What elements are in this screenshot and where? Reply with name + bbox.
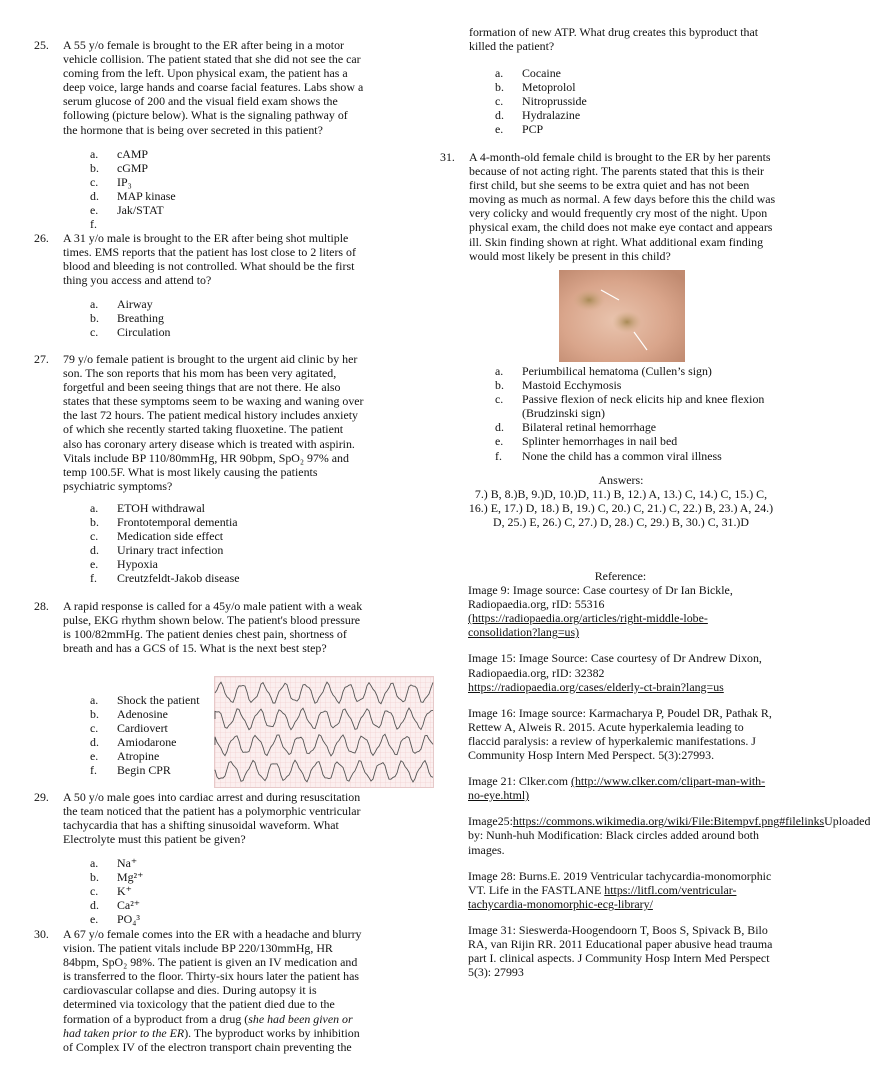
option-text: Urinary tract infection: [117, 543, 224, 558]
reference-text: Image25:: [468, 814, 513, 829]
reference-text: Uploaded by: Nunh-huh Modification: Black circles added around both images.: [468, 814, 870, 857]
option-letter: a.: [90, 501, 99, 515]
option-text: PCP: [522, 122, 544, 137]
reference-link[interactable]: (https://radiopaedia.org/articles/right-middle-lobe-consolidation?lang=us): [468, 611, 708, 640]
option-text: Atropine: [117, 749, 160, 764]
option-letter: e.: [90, 912, 99, 927]
option-text: None the child has a common viral illness: [522, 448, 722, 463]
option-text: Cocaine: [522, 66, 561, 80]
option-letter: e.: [495, 122, 504, 137]
option-letter: f.: [495, 448, 502, 463]
option-letter: d.: [495, 420, 504, 435]
option-text: Nitroprusside: [522, 94, 587, 109]
option-text: Creutzfeldt-Jakob disease: [117, 571, 240, 586]
question-text: A 4-month-old female child is brought to the ER by her parents because of not acting right. The parents stated that this is their first child, but she seems to be extra quiet and has not been moving as much as normal. A few days before this the child was very colicky and would frequently cry most of the night. Upon physical exam, the child does not make eye contact and appears ill. Skin finding shown at right. What additional exam finding would most likely be present in this child?: [469, 150, 776, 263]
option-letter: a.: [90, 693, 99, 707]
question-number: 25.: [34, 38, 49, 52]
option-letter: c.: [90, 529, 99, 544]
option-text: Amiodarone: [117, 735, 177, 750]
reference-item: [468, 923, 773, 979]
question-number: 29.: [34, 790, 49, 804]
reference-link[interactable]: https://litfl.com/ventricular-tachycardia-monomorphic-ecg-library/: [468, 882, 737, 911]
option-text: Mastoid Ecchymosis: [522, 378, 622, 393]
question-text-part: ). The byproduct works by inhibition of Complex IV of the electron transport chain preventing the: [63, 1025, 360, 1054]
reference-link[interactable]: https://commons.wikimedia.org/wiki/File:Bitempvf.png#filelinks: [512, 814, 825, 829]
question-31: [440, 150, 776, 263]
reference-item: [468, 869, 773, 911]
option-letter: b.: [90, 161, 99, 176]
option-letter: e.: [90, 203, 99, 218]
option-letter: d.: [90, 189, 99, 204]
answers-text: 7.) B, 8.)B, 9.)D, 10.)D, 11.) B, 12.) A, 13.) C, 14.) C, 15.) C, 16.) E, 17.) D, 18.) B, 19.) C, 20.) C, 21.) C, 22.) B, 23.) A, 24.) D, 25.) E, 26.) C, 27.) D, 28.) C, 29.) B, 30.) C, 31.)D: [468, 487, 774, 530]
option-text: Airway: [117, 297, 153, 311]
option-letter: b.: [90, 707, 99, 722]
option-text: cAMP: [117, 147, 149, 161]
option-letter: b.: [90, 311, 99, 326]
question-text: A 50 y/o male goes into cardiac arrest and during resuscitation the team noticed that the patient has a polymorphic ventricular tachycardia that has a shifting sinusoidal waveform. What Electrolyte must this patient be given?: [63, 790, 361, 847]
reference-section: [468, 569, 870, 991]
question-number: 27.: [34, 352, 49, 366]
option-letter: a.: [495, 66, 504, 80]
question-number: 28.: [34, 599, 49, 613]
question-number: 30.: [34, 927, 49, 941]
question-27: [34, 352, 364, 493]
question-text: A 55 y/o female is brought to the ER after being in a motor vehicle collision. The patient stated that she did not see the car coming from the left. Upon physical exam, the patient has a deep voice, large hands and coarse facial features. Labs show a serum glucose of 200 and the visual field exam shows the following (picture below). What is the signaling pathway of the hormone that is being over secreted in this patient?: [63, 38, 364, 137]
option-text: Hypoxia: [117, 557, 158, 572]
option-letter: a.: [90, 297, 99, 311]
answers-section: [466, 473, 776, 529]
question-text-italic: she had been given or had taken prior to the ER: [63, 1011, 353, 1040]
reference-item: [468, 706, 773, 762]
skin-photo-svg: [559, 270, 685, 362]
option-text: Bilateral retinal hemorrhage: [522, 420, 657, 435]
option-text: Breathing: [117, 311, 164, 326]
option-text: IP₃: [117, 175, 132, 190]
option-text: Frontotemporal dementia: [117, 515, 238, 530]
option-letter: c.: [90, 884, 99, 899]
reference-item: [468, 814, 870, 857]
option-letter: f.: [90, 571, 97, 586]
option-text: MAP kinase: [117, 189, 176, 204]
option-letter: b.: [495, 378, 504, 393]
option-text: Splinter hemorrhages in nail bed: [522, 434, 678, 449]
option-text: K⁺: [117, 884, 132, 899]
option-text: cGMP: [117, 161, 149, 176]
option-text: Jak/STAT: [117, 203, 164, 218]
reference-link[interactable]: (http://www.clker.com/clipart-man-with-no-eye.html): [468, 774, 766, 803]
reference-text: Image 16: Image source: Karmacharya P, Poudel DR, Pathak R, Rettew A, Alweis R. 2015. Acute hyperkalemia leading to flaccid paralysis: a review of hyperkalemic manifestations. J Community Hosp Intern Med Perspect. 5(3):27993.: [468, 705, 772, 763]
option-text: Medication side effect: [117, 529, 224, 544]
reference-link[interactable]: https://radiopaedia.org/cases/elderly-ct-brain?lang=us: [468, 679, 724, 694]
question-text-part: A 67 y/o female comes into the ER with a headache and blurry vision. The patient vitals include BP 220/130mmHg, HR 84bpm, SpO₂ 98%. The patient is given an IV medication and is transferred to the floor. Thirty-six hours later the patient has cardiovascular collapse and dies. During autopsy it is determined via toxicology that the patient died due to the formation of a byproduct from a drug (: [63, 927, 362, 1026]
option-text: Adenosine: [117, 707, 168, 722]
option-letter: c.: [90, 721, 99, 736]
reference-text: Image 21: Clker.com: [468, 774, 572, 789]
reference-text: Image 31: Sieswerda-Hoogendoorn T, Boos S, Spivack B, Bilo RA, van Rijin RR. 2011 Educational paper abusive head trauma part I. clinical aspects. J Community Hosp Intern Med Perspect 5(3): 27993: [468, 922, 773, 980]
option-letter: d.: [90, 735, 99, 750]
question-text: 79 y/o female patient is brought to the urgent aid clinic by her son. The son reports that his mom has been very agitated, forgetful and been seeing things that are not there. He also states that these symptoms seem to be waxing and waning over the last 72 hours. The patient medical history includes anxiety of which she recently started taking fluoxetine. The patient also has coronary artery disease which is treated with aspirin. Vitals include BP 110/80mmHg, HR 90bpm, SpO₂ 97% and temp 100.5F. What is most likely causing the patients psychiatric symptoms?: [63, 352, 364, 493]
option-text: Cardiovert: [117, 721, 168, 736]
option-letter: d.: [495, 108, 504, 123]
option-letter: b.: [495, 80, 504, 95]
reference-text: Image 15: Image Source: Case courtesy of Dr Andrew Dixon, Radiopaedia.org, rID: 32382: [468, 651, 762, 680]
option-letter: c.: [495, 392, 504, 407]
answers-heading: Answers:: [598, 473, 644, 487]
option-text: Ca²⁺: [117, 898, 141, 913]
option-letter: c.: [495, 94, 504, 109]
option-text: Mg²⁺: [117, 870, 144, 885]
option-letter: c.: [90, 175, 99, 190]
option-text: PO₄³: [117, 912, 140, 927]
option-letter: a.: [495, 364, 504, 378]
reference-text: Image 28: Burns.E. 2019 Ventricular tachycardia-monomorphic VT. Life in the FASTLANE: [468, 868, 772, 897]
question-number: 31.: [440, 150, 455, 164]
question-25: [34, 38, 364, 137]
option-text: Passive flexion of neck elicits hip and knee flexion (Brudzinski sign): [522, 392, 765, 421]
option-text: ETOH withdrawal: [117, 501, 205, 515]
option-letter: b.: [90, 870, 99, 885]
question-text: A rapid response is called for a 45y/o male patient with a weak pulse, EKG rhythm shown below. The patient's blood pressure is 100/82mmHg. The patient denies chest pain, shortness of breath and has a GCS of 15. What is the next best step?: [63, 599, 363, 656]
option-text: Begin CPR: [117, 763, 171, 778]
reference-text: Image 9: Image source: Case courtesy of Dr Ian Bickle, Radiopaedia.org, rID: 55316: [468, 583, 733, 612]
option-letter: a.: [90, 856, 99, 870]
reference-item: [468, 651, 773, 693]
question-30-continued: formation of new ATP. What drug creates this byproduct that killed the patient?: [469, 25, 759, 54]
option-letter: a.: [90, 147, 99, 161]
option-text: Metoprolol: [522, 80, 576, 95]
ekg-strip-svg: [215, 677, 433, 787]
question-number: 26.: [34, 231, 49, 245]
question-text: [63, 927, 364, 1054]
option-text: Na⁺: [117, 856, 138, 870]
option-letter: f.: [90, 217, 97, 232]
option-letter: d.: [90, 543, 99, 558]
reference-heading: Reference:: [594, 569, 647, 583]
question-28: [34, 599, 364, 655]
question-text: A 31 y/o male is brought to the ER after being shot multiple times. EMS reports that the patient has lost close to 2 liters of blood and bleeding is not controlled. What should be the first thing you access and attend to?: [63, 231, 356, 288]
question-30: [34, 927, 364, 1054]
question-29: [34, 790, 364, 846]
option-letter: e.: [90, 749, 99, 764]
option-text: Hydralazine: [522, 108, 581, 123]
option-letter: c.: [90, 325, 99, 340]
option-text: Circulation: [117, 325, 171, 340]
option-text: Shock the patient: [117, 693, 200, 707]
reference-item: [468, 583, 773, 639]
option-letter: b.: [90, 515, 99, 530]
question-26: [34, 231, 364, 287]
reference-item: [468, 774, 773, 802]
option-letter: e.: [495, 434, 504, 449]
skin-finding-image: [559, 270, 685, 362]
option-letter: f.: [90, 763, 97, 778]
ekg-rhythm-strip-image: [214, 676, 434, 788]
option-text: Periumbilical hematoma (Cullen’s sign): [522, 364, 712, 378]
option-letter: d.: [90, 898, 99, 913]
option-letter: e.: [90, 557, 99, 572]
